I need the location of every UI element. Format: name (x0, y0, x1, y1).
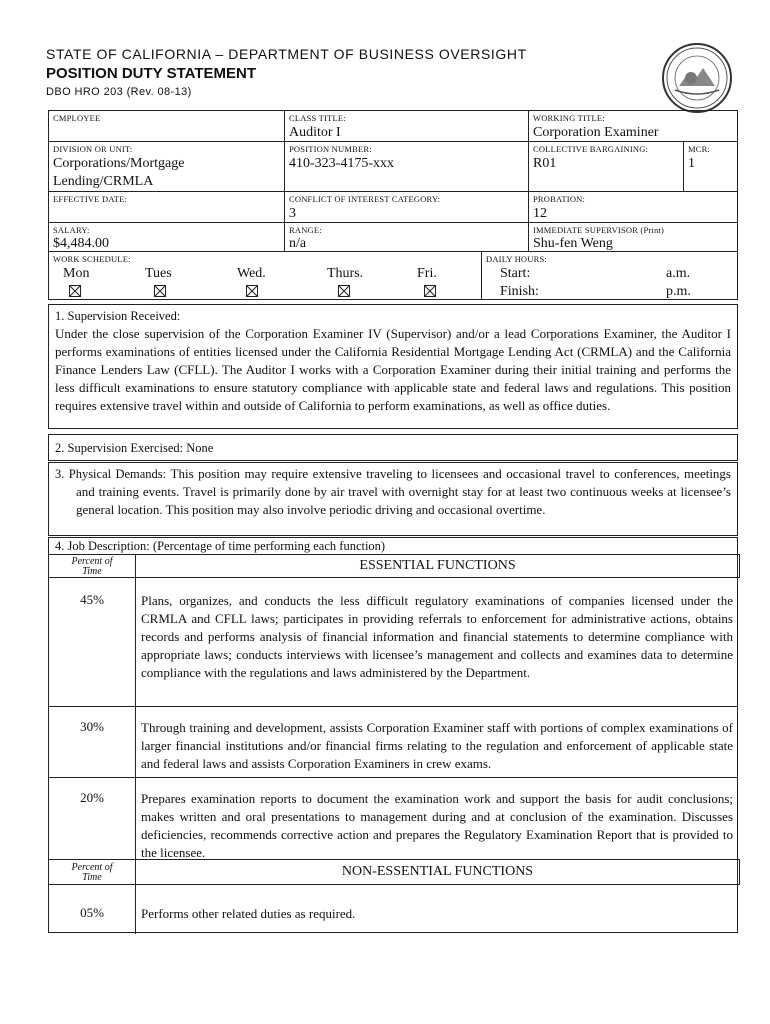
working-title-label: WORKING TITLE: (533, 113, 605, 123)
day-wed-label: Wed. (237, 266, 266, 281)
conflict-cell[interactable] (284, 191, 529, 223)
day-tues-checkbox[interactable] (154, 285, 166, 297)
working-title-cell[interactable] (528, 110, 738, 142)
start-label: Start: (500, 266, 531, 281)
conflict-value: 3 (289, 206, 296, 221)
position-number-label: POSITION NUMBER: (289, 144, 372, 154)
nonessential-percent-label-1: Percent of (71, 862, 113, 873)
form-id: DBO HRO 203 (Rev. 08-13) (46, 86, 192, 98)
essential-row-1-percent: 45% (80, 592, 104, 607)
bargaining-value: R01 (533, 156, 557, 171)
supervision-exercised-section (48, 434, 738, 461)
essential-percent-header (48, 554, 136, 578)
work-schedule-cell (48, 251, 482, 300)
finish-label: Finish: (500, 284, 539, 299)
range-cell[interactable] (284, 222, 529, 252)
class-title-label: CLASS TITLE: (289, 113, 346, 123)
nonessential-column-divider (135, 884, 136, 934)
section-1-title: 1. Supervision Received: (55, 309, 181, 323)
essential-row-1-text: Plans, organizes, and conducts the less difficult regulatory examinations of companies licensed under the CRMLA and CFLL laws; participates in providing referrals to enforcement for administrative actions, obtains records and performs analysis of financial information and financial statements to determine compliance with appropriate laws; conducts interviews with licensee’s management and collects and examines data to determine compliance with the regulations and laws administered by the Department. (141, 593, 733, 680)
class-title-value: Auditor I (289, 125, 341, 140)
essential-heading: ESSENTIAL FUNCTIONS (135, 554, 740, 578)
am-label: a.m. (666, 266, 691, 281)
salary-label: SALARY: (53, 225, 90, 235)
effective-date-cell[interactable] (48, 191, 285, 223)
range-value: n/a (289, 236, 307, 251)
division-value-line1: Corporations/Mortgage (53, 156, 185, 171)
employee-label: CMPLOYEE (53, 113, 101, 123)
supervisor-cell[interactable] (528, 222, 738, 252)
position-number-value: 410-323-4175-xxx (289, 156, 394, 171)
division-cell[interactable] (48, 141, 285, 192)
agency-header: STATE OF CALIFORNIA – DEPARTMENT OF BUSINESS OVERSIGHT (46, 46, 527, 62)
day-tues-label: Tues (145, 266, 172, 281)
section-3-lead: 3. Physical Demands: (55, 467, 171, 481)
nonessential-functions-table (48, 859, 738, 933)
daily-hours-label: DAILY HOURS: (486, 254, 547, 264)
bargaining-label: COLLECTIVE BARGAINING: (533, 144, 649, 154)
day-mon-checkbox[interactable] (69, 285, 81, 297)
document-title: POSITION DUTY STATEMENT (46, 65, 257, 82)
probation-cell[interactable] (528, 191, 738, 223)
salary-value: $4,484.00 (53, 236, 109, 251)
essential-functions-table (48, 554, 738, 860)
essential-row-3-percent: 20% (80, 790, 104, 805)
mcr-cell[interactable] (683, 141, 738, 192)
mcr-value: 1 (688, 156, 695, 171)
day-fri-checkbox[interactable] (424, 285, 436, 297)
working-title-value: Corporation Examiner (533, 125, 659, 140)
position-number-cell[interactable] (284, 141, 529, 192)
nonessential-percent-header (48, 859, 136, 885)
day-fri-label: Fri. (417, 266, 437, 281)
division-value-line2: Lending/CRMLA (53, 174, 154, 189)
bargaining-cell[interactable] (528, 141, 684, 192)
essential-row-2-text: Through training and development, assists Corporation Examiner staff with portions of complex examinations of larger financial institutions and/or financial firms relating to the regulation and enforcement of applicable state and federal laws and assists Corporation Examiners in crew exams. (141, 720, 733, 771)
supervision-received-section (48, 304, 738, 429)
effective-date-label: EFFECTIVE DATE: (53, 194, 128, 204)
salary-cell[interactable] (48, 222, 285, 252)
day-thurs-checkbox[interactable] (338, 285, 350, 297)
essential-row-2-percent: 30% (80, 719, 104, 734)
division-label: DIVISION OR UNIT: (53, 144, 133, 154)
section-4-text: 4. Job Description: (Percentage of time performing each function) (55, 539, 386, 553)
nonessential-heading: NON-ESSENTIAL FUNCTIONS (135, 859, 740, 885)
nonessential-percent-label-2: Time (82, 872, 102, 883)
essential-row-3-text: Prepares examination reports to document the examination work and support the basis for audit conclusions; makes written and oral presentations to management during and at conclusion of the examination. Discusses deficiencies, recommends corrective action and prepares the Regulatory Examination Report that is provided to the licensee. (141, 791, 733, 860)
essential-row-divider-1 (49, 706, 737, 707)
pm-label: p.m. (666, 284, 691, 299)
range-label: RANGE: (289, 225, 322, 235)
nonessential-row-1-percent: 05% (80, 905, 104, 920)
essential-column-divider (135, 577, 136, 861)
physical-demands-section (48, 462, 738, 536)
day-mon-label: Mon (63, 266, 90, 281)
section-3-body: This position may require extensive traveling to licensees and occasional travel to conferences, meetings and training events. Travel is primarily done by air travel with overnight stay for at least two continuous weeks at licensee’s general location. This position may also involve periodic driving and occasional overtime. (76, 466, 731, 517)
daily-hours-cell (481, 251, 738, 300)
employee-cell[interactable] (48, 110, 285, 142)
probation-value: 12 (533, 206, 547, 221)
probation-label: PROBATION: (533, 194, 586, 204)
class-title-cell[interactable] (284, 110, 529, 142)
essential-row-divider-2 (49, 777, 737, 778)
supervisor-value: Shu-fen Weng (533, 236, 613, 251)
day-thurs-label: Thurs. (327, 266, 364, 281)
essential-percent-label-2: Time (82, 566, 102, 577)
work-schedule-label: WORK SCHEDULE: (53, 254, 131, 264)
mcr-label: MCR: (688, 144, 711, 154)
section-2-text: 2. Supervision Exercised: None (55, 441, 214, 455)
conflict-label: CONFLICT OF INTEREST CATEGORY: (289, 194, 441, 204)
state-seal-icon (661, 42, 733, 114)
day-wed-checkbox[interactable] (246, 285, 258, 297)
section-1-body: Under the close supervision of the Corporation Examiner IV (Supervisor) and/or a lead Corporations Examiner, the Auditor I performs examinations of entities licensed under the California Residential Mortgage Lending Act (CRMLA) and the California Finance Lenders Law (CFLL). The Auditor I works with a Corporation Examiner during their initial training and performs the less difficult examinations to ensure statutory compliance with applicable state and federal laws and regulations. This position requires extensive travel within and outside of California to perform examinations, as well as office duties. (55, 326, 731, 413)
supervisor-label: IMMEDIATE SUPERVISOR (Print) (533, 225, 665, 235)
job-description-section (48, 537, 738, 555)
essential-percent-label-1: Percent of (71, 556, 113, 567)
nonessential-row-1-text: Performs other related duties as required. (141, 906, 356, 921)
